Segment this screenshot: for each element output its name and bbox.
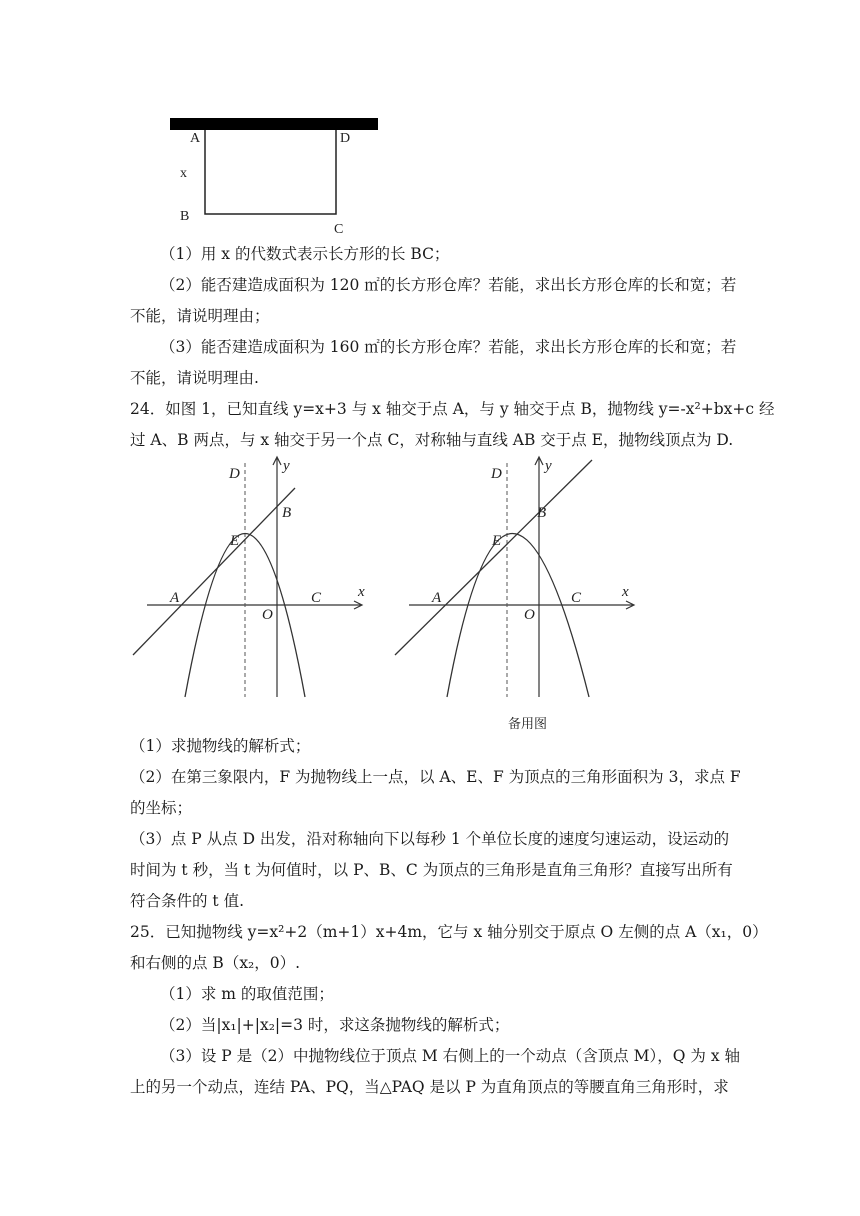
label-b: B bbox=[180, 209, 190, 224]
q25-part1: （1）求 m 的取值范围； bbox=[160, 985, 334, 1003]
label-y: y bbox=[545, 458, 552, 474]
q25-part2: （2）当|x₁|+|x₂|=3 时，求这条抛物线的解析式； bbox=[160, 1016, 510, 1034]
label-e: E bbox=[230, 533, 240, 549]
q23-part2-line2: 不能，请说明理由； bbox=[130, 307, 270, 325]
label-a: A bbox=[170, 590, 180, 606]
q24-part3-line3: 符合条件的 t 值. bbox=[130, 892, 245, 910]
q24-intro-line2: 过 A、B 两点，与 x 轴交于另一个点 C，对称轴与直线 AB 交于点 E，抛物线顶点为 D. bbox=[130, 431, 734, 449]
q23-part1: （1）用 x 的代数式表示长方形的长 BC； bbox=[160, 245, 450, 263]
q24-part3-line2: 时间为 t 秒，当 t 为何值时，以 P、B、C 为顶点的三角形是直角三角形？直接写出所有 bbox=[130, 861, 733, 879]
rectangle-outline bbox=[205, 130, 336, 214]
label-d: D bbox=[340, 131, 351, 146]
label-a: A bbox=[432, 590, 442, 606]
label-a: A bbox=[190, 131, 201, 146]
q24-part1: （1）求抛物线的解析式； bbox=[130, 737, 311, 755]
parabola-curve bbox=[447, 534, 589, 698]
q25-intro-line2: 和右侧的点 B（x₂，0）. bbox=[130, 954, 301, 972]
label-d: D bbox=[491, 466, 502, 482]
label-c: C bbox=[311, 590, 322, 606]
parabola-curve bbox=[185, 534, 305, 698]
q23-part3-line2: 不能，请说明理由. bbox=[130, 369, 259, 387]
q23-part2-line1: （2）能否建造成面积为 120 ㎡的长方形仓库？若能，求出长方形仓库的长和宽；若 bbox=[160, 276, 737, 294]
backup-figure-caption: 备用图 bbox=[508, 717, 548, 732]
label-b: B bbox=[537, 505, 547, 521]
q25-part3-line1: （3）设 P 是（2）中抛物线位于顶点 M 右侧上的一个动点（含顶点 M），Q 为 x 轴 bbox=[160, 1047, 741, 1065]
label-x: x bbox=[358, 584, 365, 600]
line-ab bbox=[395, 460, 592, 655]
label-o: O bbox=[524, 607, 535, 623]
q24-part2-line1: （2）在第三象限内，F 为抛物线上一点，以 A、E、F 为顶点的三角形面积为 3，求点 F bbox=[130, 768, 741, 786]
q25-intro-line1: 25．已知抛物线 y=x²+2（m+1）x+4m，它与 x 轴分别交于原点 O 左侧的点 A（x₁，0） bbox=[130, 923, 768, 941]
label-y: y bbox=[283, 458, 290, 474]
q24-part2-line2: 的坐标； bbox=[130, 799, 193, 817]
line-ab bbox=[133, 488, 295, 655]
label-e: E bbox=[492, 533, 502, 549]
label-x: x bbox=[180, 166, 187, 181]
q24-graph-figure-2 bbox=[387, 455, 647, 715]
warehouse-figure bbox=[160, 110, 400, 240]
q24-graph-figure-1 bbox=[125, 455, 385, 715]
q24-part3-line1: （3）点 P 从点 D 出发，沿对称轴向下以每秒 1 个单位长度的速度匀速运动，设运动的 bbox=[130, 830, 730, 848]
label-c: C bbox=[334, 222, 344, 237]
q23-part3-line1: （3）能否建造成面积为 160 ㎡的长方形仓库？若能，求出长方形仓库的长和宽；若 bbox=[160, 338, 737, 356]
label-b: B bbox=[282, 505, 292, 521]
label-c: C bbox=[571, 590, 582, 606]
label-d: D bbox=[229, 466, 240, 482]
q25-part3-line2: 上的另一个动点，连结 PA、PQ，当△PAQ 是以 P 为直角顶点的等腰直角三角形时，求 bbox=[130, 1078, 729, 1096]
q24-intro-line1: 24．如图 1，已知直线 y=x+3 与 x 轴交于点 A，与 y 轴交于点 B，抛物线 y=-x²+bx+c 经 bbox=[130, 400, 775, 418]
wall-bar bbox=[170, 118, 378, 130]
label-o: O bbox=[262, 607, 273, 623]
label-x: x bbox=[622, 584, 629, 600]
